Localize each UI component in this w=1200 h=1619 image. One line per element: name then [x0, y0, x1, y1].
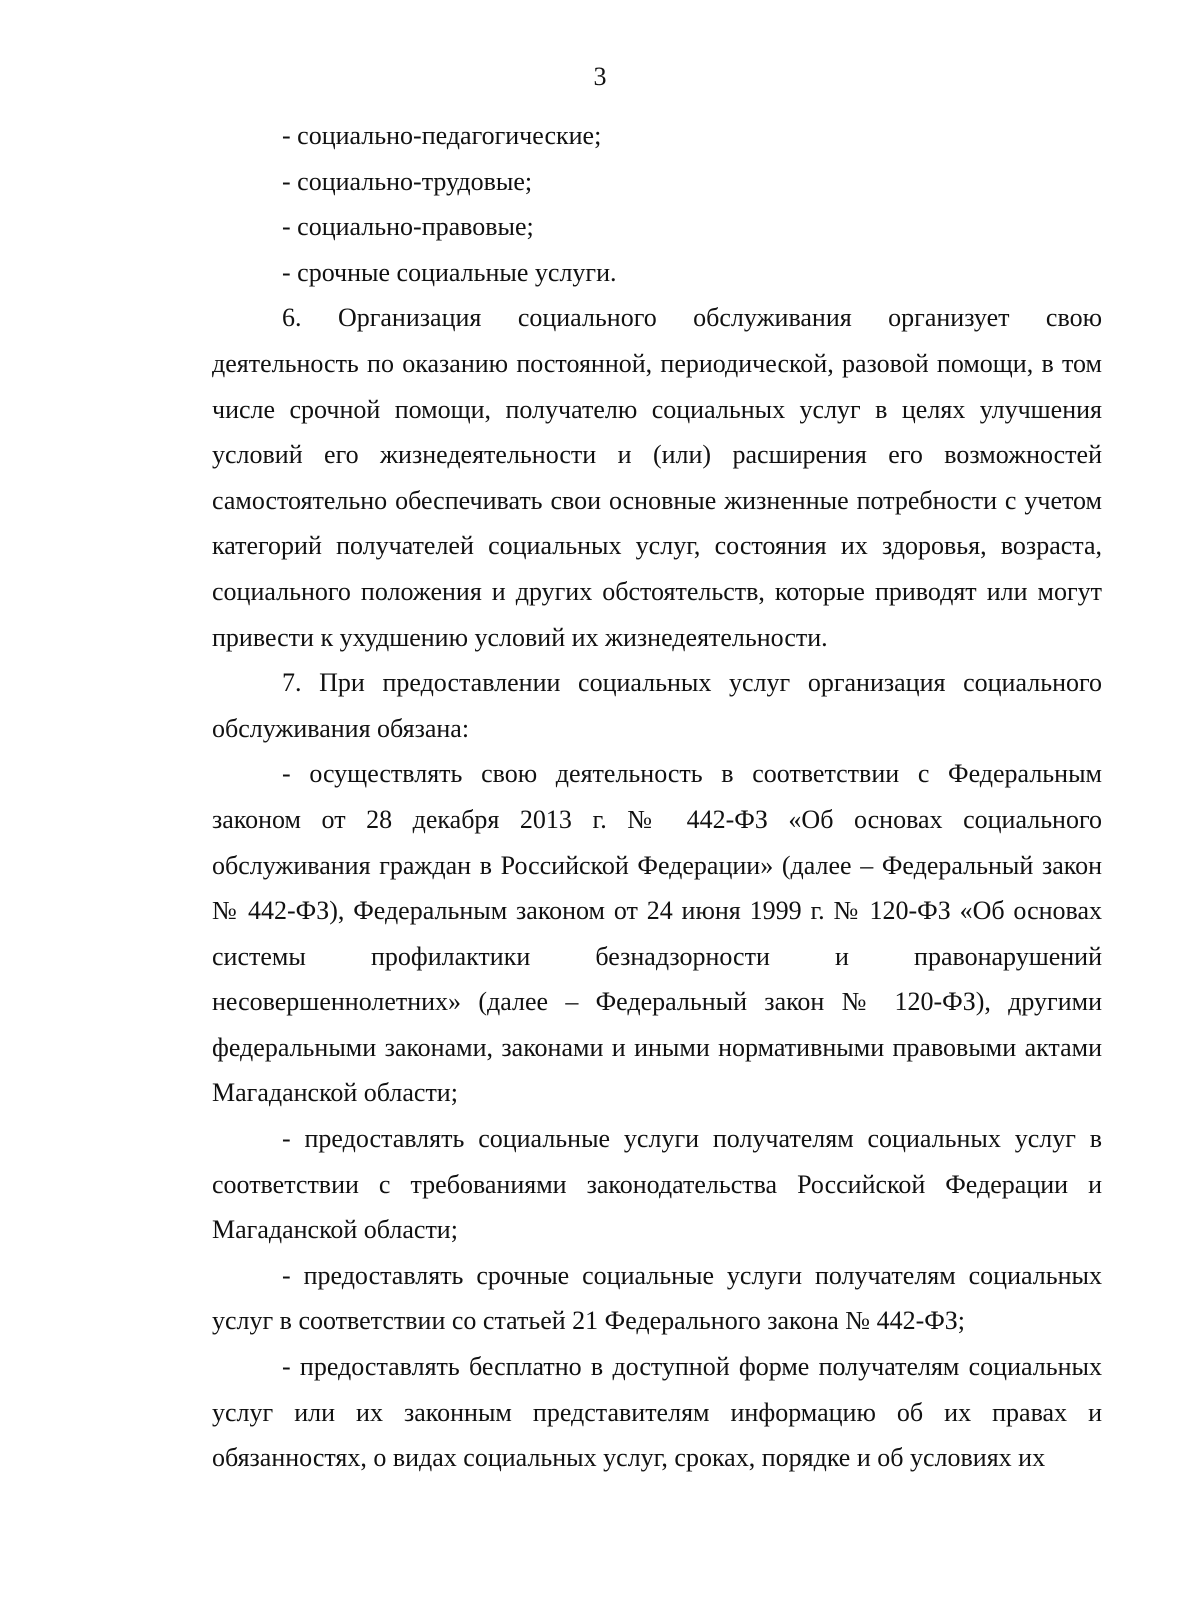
duty-item-urgent-services: - предоставлять срочные социальные услуги получателям социальных услуг в соответствии со статьей 21 Федерального закона № 442-ФЗ; [212, 1260, 1102, 1336]
list-item-social-legal: - социально-правовые; [282, 212, 534, 242]
duty-item-free-information: - предоставлять бесплатно в доступной форме получателям социальных услуг или их законным представителям информацию об их правах и обязанностях, о видах социальных услуг, сроках, порядке и об условиях их [212, 1352, 1102, 1473]
paragraph-clause-7: 7. При предоставлении социальных услуг организация социального обслуживания обязана: [212, 668, 1102, 743]
page-number: 3 [593, 62, 607, 91]
list-item-social-labor: - социально-трудовые; [282, 166, 533, 196]
paragraph-clause-6: 6. Организация социального обслуживания организует свою деятельность по оказанию постоянной, периодической, разовой помощи, в том числе срочной помощи, получателю социальных услуг в целях улучшения условий его жизнедеятельности и (или) расширения его возможностей самостоятельно обеспечивать свои основные жизненные потребности с учетом категорий получателей социальных услуг, состояния их здоровья, возраста, социального положения и других обстоятельств, которые приводят или могут привести к ухудшению условий их жизнедеятельности. [212, 303, 1102, 652]
document-body [212, 113, 1102, 1481]
list-item-urgent-services: - срочные социальные услуги. [282, 257, 617, 287]
duty-item-provide-services: - предоставлять социальные услуги получателям социальных услуг в соответствии с требованиями законодательства Российской Федерации и Магаданской области; [212, 1124, 1102, 1245]
list-item-social-pedagogical: - социально-педагогические; [282, 121, 602, 150]
duty-item-legislation: - осуществлять свою деятельность в соответствии с Федеральным законом от 28 декабря 2013 г. № 442-ФЗ «Об основах социального обслуживания граждан в Российской Федерации» (далее – Федеральный закон № 442-ФЗ), Федеральным законом от 24 июня 1999 г. № 120-ФЗ «Об основах системы профилактики безнадзорности и правонарушений несовершеннолетних» (далее – Федеральный закон № 120-ФЗ), другими федеральными законами, законами и иными нормативными правовыми актами Магаданской области; [212, 759, 1102, 1108]
